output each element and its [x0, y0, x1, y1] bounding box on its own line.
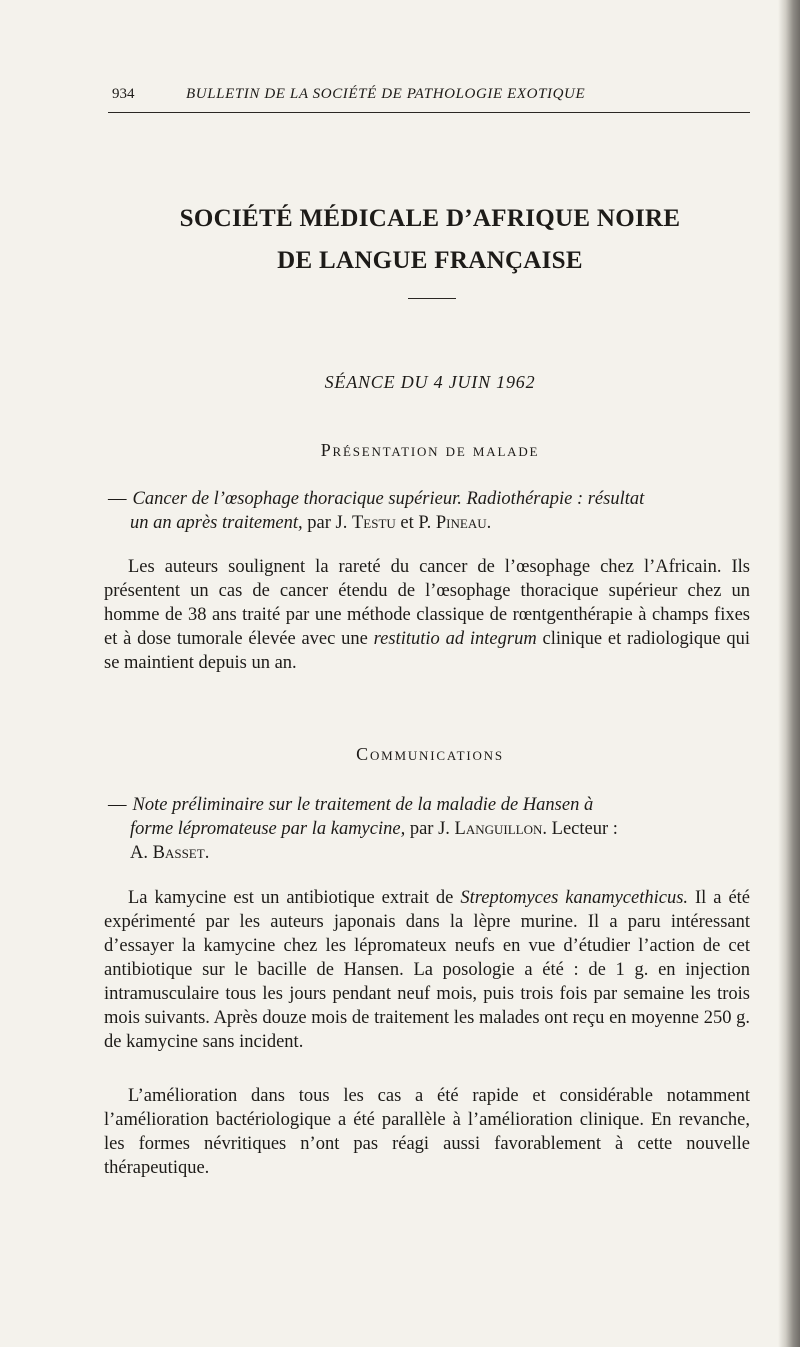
- entry-title-line-2: forme lépromateuse par la kamycine,: [130, 819, 406, 839]
- entry-title-line-1: Cancer de l’œsophage thoracique supérieur. Radiothérapie : résultat: [132, 489, 645, 509]
- communication-paragraph-1: [104, 886, 750, 1054]
- communication-entry-title: [108, 793, 750, 865]
- section-heading-communications: Communications: [356, 744, 504, 764]
- para1-species: Streptomyces kanamycethicus.: [460, 888, 689, 908]
- para1-text-1: La kamycine est un antibiotique extrait de: [128, 888, 454, 908]
- abstract-text-2: clinique et radiologique qui se maintient depuis un an.: [104, 629, 751, 673]
- society-title: [100, 198, 760, 282]
- header-rule: [108, 112, 750, 113]
- society-title-line-2: DE LANGUE FRANÇAISE: [277, 247, 583, 274]
- page-edge-shadow: [778, 0, 800, 1347]
- entry-and: et P.: [400, 513, 432, 533]
- session-date: SÉANCE DU 4 JUIN 1962: [324, 372, 536, 392]
- abstract-text-1: Les auteurs soulignent la rareté du cancer de l’œsophage chez l’Africain. Ils présentent un cas de cancer étendu de l’œsophage thoracique supérieur chez un homme de 38 ans traité par une méthode classique de rœntgenthérapie à champs fixes et à dose tumorale élevée avec une: [104, 557, 750, 649]
- presentation-entry-title: [108, 487, 750, 535]
- communication-title-block: [108, 793, 750, 865]
- entry-reader: A. Basset: [130, 843, 205, 863]
- entry-by: par J.: [409, 819, 450, 839]
- entry-dash: —: [108, 489, 127, 509]
- entry-author: Languillon: [454, 819, 543, 839]
- entry-author-1: Testu: [351, 513, 396, 533]
- entry-title-line-2: un an après traitement,: [130, 513, 303, 533]
- entry-author-2: Pineau: [435, 513, 487, 533]
- presentation-abstract: [104, 555, 750, 675]
- para1-text-2: Il a été expérimenté par les auteurs japonais dans la lèpre murine. Il a paru intéressant d’essayer la kamycine chez les lépromateux neufs en vue d’étudier l’action de cet antibiotique sur le bacille de Hansen. La posologie a été : de 1 g. en injection intramusculaire tous les jours pendant neuf mois, puis trois fois par semaine les trois mois suivants. Après douze mois de traitement les malades ont reçu en moyenne 250 g. de kamycine sans incident.: [104, 888, 751, 1052]
- communication-paragraph-2: [104, 1084, 750, 1180]
- page-header: [108, 84, 750, 108]
- abstract-italic: restitutio ad integrum: [373, 629, 537, 649]
- presentation-title-block: [108, 487, 750, 535]
- entry-end-punct: .: [204, 843, 210, 863]
- entry-end-punct: .: [486, 513, 492, 533]
- running-title: BULLETIN DE LA SOCIÉTÉ DE PATHOLOGIE EXOTIQUE: [186, 86, 586, 102]
- society-title-line-1: SOCIÉTÉ MÉDICALE D’AFRIQUE NOIRE: [179, 205, 681, 232]
- entry-reader-label: . Lecteur :: [542, 819, 618, 839]
- entry-by: par J.: [307, 513, 348, 533]
- entry-dash: —: [108, 795, 127, 815]
- entry-title-line-1: Note préliminaire sur le traitement de la maladie de Hansen à: [132, 795, 594, 815]
- section-heading-presentation: Présentation de malade: [320, 440, 540, 460]
- para2-text: L’amélioration dans tous les cas a été rapide et considérable notamment l’amélioration bactériologique a été parallèle à l’amélioration clinique. En revanche, les formes névritiques n’ont pas réagi aussi favorablement à cette nouvelle thérapeutique.: [104, 1086, 750, 1178]
- title-separator-rule: [408, 298, 456, 299]
- page-number: 934: [112, 86, 135, 102]
